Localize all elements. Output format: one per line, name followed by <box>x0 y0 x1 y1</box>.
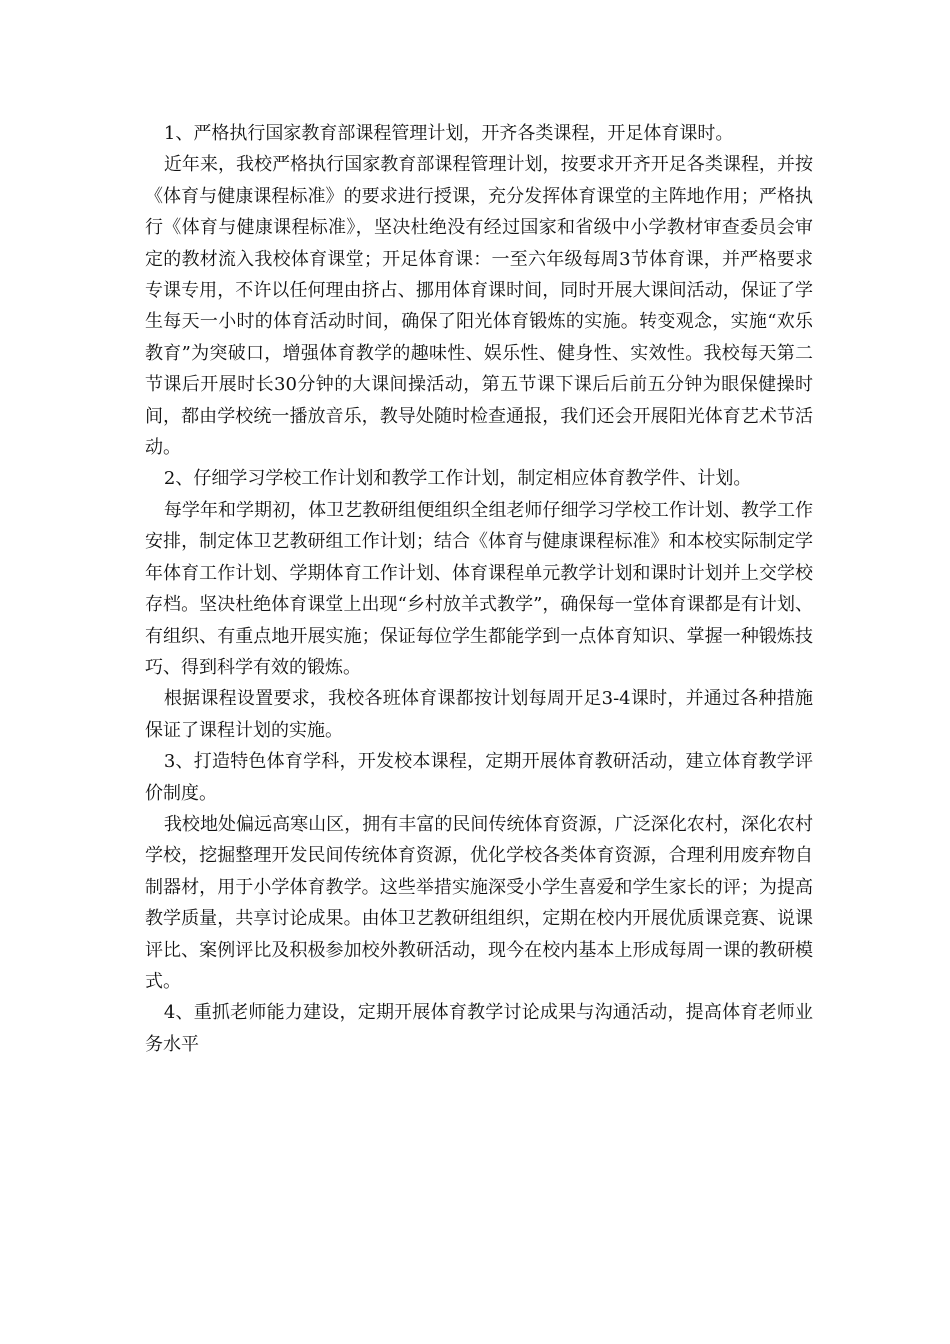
section-heading-4: 4、重抓老师能力建设，定期开展体育教学讨论成果与沟通活动，提高体育老师业务水平 <box>145 1002 813 1055</box>
body-paragraph: 我校地处偏远高寒山区，拥有丰富的民间传统体育资源，广泛深化农村，深化农村学校，挖掘整理开发民间传统体育资源，优化学校各类体育资源，合理利用废弃物自制器材，用于小学体育教学。这些举措实施深受小学生喜爱和学生家长的评；为提高教学质量，共享讨论成果。由体卫艺教研组组织，定期在校内开展优质课竞赛、说课评比、案例评比及积极参加校外教研活动，现今在校内基本上形成每周一课的教研模式。 <box>145 813 813 992</box>
body-paragraph: 每学年和学期初，体卫艺教研组便组织全组老师仔细学习学校工作计划、教学工作安排，制定体卫艺教研组工作计划；结合《体育与健康课程标准》和本校实际制定学年体育工作计划、学期体育工作计划、体育课程单元教学计划和课时计划并上交学校存档。坚决杜绝体育课堂上出现“乡村放羊式教学”，确保每一堂体育课都是有计划、有组织、有重点地开展实施；保证每位学生都能学到一点体育知识、掌握一种锻炼技巧、得到科学有效的锻炼。 <box>145 499 813 678</box>
body-paragraph: 近年来，我校严格执行国家教育部课程管理计划，按要求开齐开足各类课程，并按《体育与健康课程标准》的要求进行授课，充分发挥体育课堂的主阵地作用；严格执行《体育与健康课程标准》，坚决杜绝没有经过国家和省级中小学教材审查委员会审定的教材流入我校体育课堂；开足体育课：一至六年级每周3节体育课，并严格要求专课专用，不许以任何理由挤占、挪用体育课时间，同时开展大课间活动，保证了学生每天一小时的体育活动时间，确保了阳光体育锻炼的实施。转变观念，实施“欢乐教育”为突破口，增强体育教学的趣味性、娱乐性、健身性、实效性。我校每天第二节课后开展时长30分钟的大课间操活动，第五节课下课后后前五分钟为眼保健操时间，都由学校统一播放音乐，教导处随时检查通报，我们还会开展阳光体育艺术节活动。 <box>145 154 813 459</box>
section-heading-3: 3、打造特色体育学科，开发校本课程，定期开展体育教研活动，建立体育教学评价制度。 <box>145 751 813 804</box>
section-heading-2: 2、仔细学习学校工作计划和教学工作计划，制定相应体育教学件、计划。 <box>163 468 752 490</box>
body-paragraph: 根据课程设置要求，我校各班体育课都按计划每周开足3-4课时，并通过各种措施保证了课程计划的实施。 <box>145 688 813 741</box>
document-page <box>145 118 813 1060</box>
section-heading-1: 1、严格执行国家教育部课程管理计划，开齐各类课程，开足体育课时。 <box>163 123 734 144</box>
